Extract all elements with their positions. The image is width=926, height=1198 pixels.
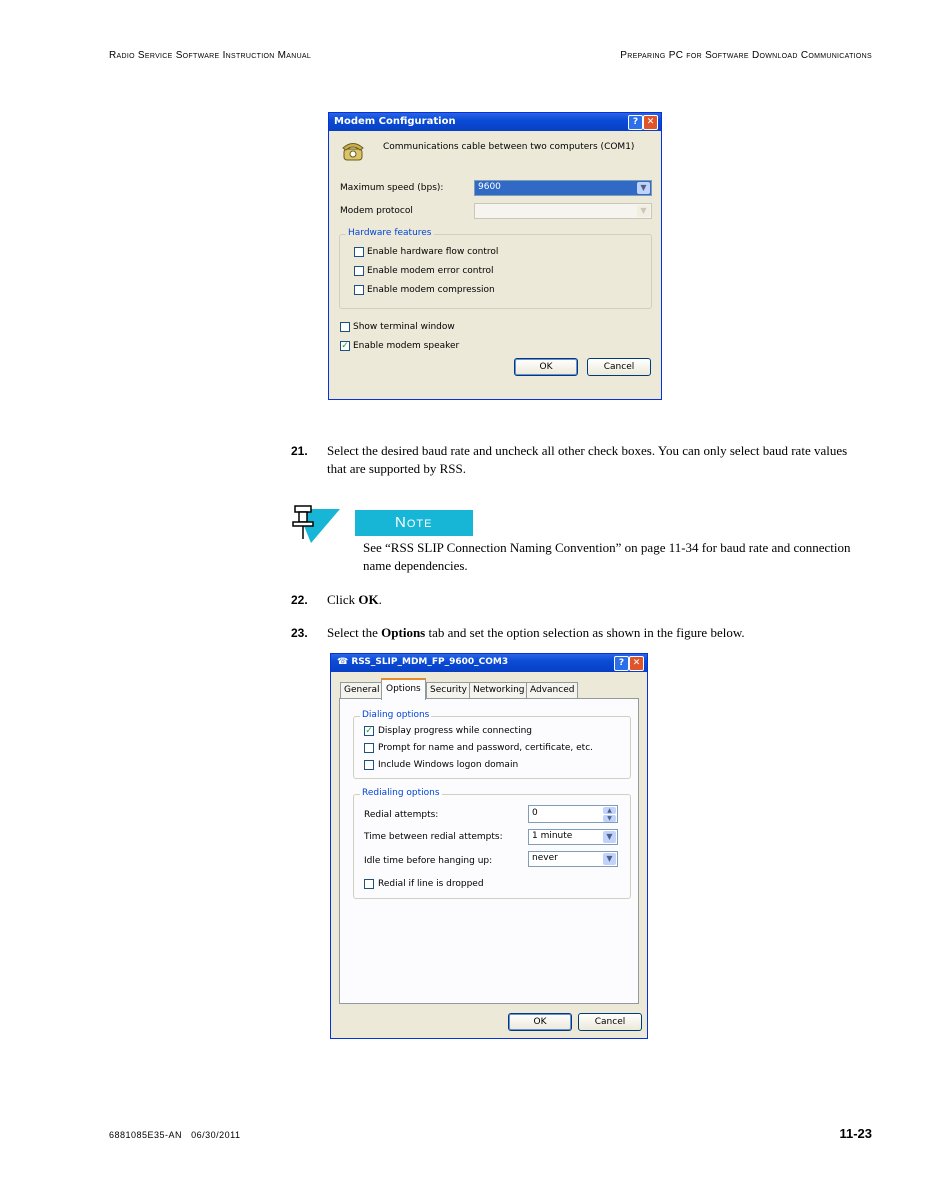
connection-icon: ☎ — [337, 657, 352, 667]
close-icon[interactable]: ✕ — [643, 115, 658, 130]
footer-date: 06/30/2011 — [191, 1130, 241, 1140]
tab-options[interactable]: Options — [381, 678, 426, 700]
chevron-down-icon[interactable]: ▼ — [637, 205, 650, 217]
telephone-icon — [341, 139, 365, 163]
header-left: Radio Service Software Instruction Manual — [109, 50, 312, 61]
hw-flow-label: Enable hardware flow control — [367, 247, 499, 257]
step-23-options: Options — [381, 625, 426, 640]
chevron-down-icon[interactable]: ▼ — [603, 831, 616, 843]
show-terminal-checkbox[interactable] — [340, 322, 350, 332]
note-label: Note — [395, 514, 433, 531]
time-between-value: 1 minute — [532, 831, 573, 841]
time-between-select[interactable] — [528, 829, 618, 845]
header-right: Preparing PC for Software Download Communications — [620, 50, 872, 61]
tab-general[interactable]: General — [340, 682, 383, 699]
hw-compression-checkbox[interactable] — [354, 285, 364, 295]
ok-button[interactable]: OK — [514, 358, 578, 376]
display-progress-label: Display progress while connecting — [378, 726, 533, 736]
help-icon[interactable]: ? — [628, 115, 643, 130]
note-pushpin-icon — [289, 505, 341, 545]
modem-description: Communications cable between two computers (COM1) — [383, 142, 635, 152]
step-23-text-b: tab and set the option selection as shown in the figure below. — [425, 625, 745, 640]
step-21-number: 21. — [291, 444, 308, 458]
idle-time-label: Idle time before hanging up: — [364, 856, 493, 866]
step-22-text: Click — [327, 592, 359, 607]
options-dialog-title: RSS_SLIP_MDM_FP_9600_COM3 — [351, 657, 509, 667]
time-between-label: Time between redial attempts: — [364, 832, 503, 842]
help-icon[interactable]: ? — [614, 656, 629, 671]
note-banner — [355, 510, 473, 536]
prompt-name-label: Prompt for name and password, certificate, etc. — [378, 743, 594, 753]
idle-time-select[interactable] — [528, 851, 618, 867]
spin-down-icon[interactable]: ▼ — [603, 815, 616, 822]
modem-dialog-title: Modem Configuration — [334, 116, 456, 127]
footer-doc-id: 6881085E35-AN — [109, 1130, 183, 1140]
max-speed-value: 9600 — [478, 182, 501, 192]
dialing-options-label: Dialing options — [362, 710, 430, 720]
step-22-period: . — [378, 592, 382, 607]
include-domain-checkbox[interactable] — [364, 760, 374, 770]
redial-dropped-checkbox[interactable] — [364, 879, 374, 889]
enable-speaker-checkbox[interactable]: ✓ — [341, 341, 349, 351]
hardware-features-label: Hardware features — [348, 228, 432, 238]
show-terminal-label: Show terminal window — [353, 322, 455, 332]
page-number: 11-23 — [839, 1126, 872, 1141]
hw-flow-checkbox[interactable] — [354, 247, 364, 257]
hw-error-label: Enable modem error control — [367, 266, 494, 276]
step-22-number: 22. — [291, 593, 308, 607]
prompt-name-checkbox[interactable] — [364, 743, 374, 753]
max-speed-label: Maximum speed (bps): — [340, 183, 444, 193]
footer-doc-info — [109, 1130, 240, 1140]
step-23-text-a: Select the — [327, 625, 382, 640]
step-23 — [291, 624, 871, 644]
tab-networking[interactable]: Networking — [469, 682, 529, 699]
redial-dropped-label: Redial if line is dropped — [378, 879, 484, 889]
step-21-text: Select the desired baud rate and uncheck all other check boxes. You can only select baud rate values that are supported by RSS. — [327, 443, 848, 476]
step-22 — [291, 591, 871, 611]
enable-speaker-label: Enable modem speaker — [353, 341, 460, 351]
cancel-button[interactable]: Cancel — [587, 358, 651, 376]
chevron-down-icon[interactable]: ▼ — [637, 182, 650, 194]
modem-dialog-titlebar[interactable] — [329, 113, 661, 131]
tab-advanced[interactable]: Advanced — [526, 682, 578, 699]
modem-protocol-label: Modem protocol — [340, 206, 413, 216]
spin-up-icon[interactable]: ▲ — [603, 807, 616, 814]
hw-compression-label: Enable modem compression — [367, 285, 495, 295]
include-domain-label: Include Windows logon domain — [378, 760, 519, 770]
close-icon[interactable]: ✕ — [629, 656, 644, 671]
redial-attempts-value: 0 — [532, 808, 538, 818]
hw-error-checkbox[interactable] — [354, 266, 364, 276]
display-progress-checkbox[interactable]: ✓ — [365, 726, 373, 736]
max-speed-select[interactable] — [474, 180, 652, 196]
tab-security[interactable]: Security — [426, 682, 471, 699]
options-dialog-titlebar[interactable] — [331, 654, 647, 672]
note-text: See “RSS SLIP Connection Naming Convention” on page 11-34 for baud rate and connection name dependencies. — [363, 540, 851, 573]
step-21 — [291, 442, 871, 482]
redial-attempts-spinner[interactable] — [528, 805, 618, 823]
step-23-number: 23. — [291, 626, 308, 640]
cancel-button[interactable]: Cancel — [578, 1013, 642, 1031]
chevron-down-icon[interactable]: ▼ — [603, 853, 616, 865]
connection-options-dialog — [330, 653, 648, 1039]
idle-time-value: never — [532, 853, 558, 863]
modem-protocol-select[interactable] — [474, 203, 652, 219]
modem-configuration-dialog — [328, 112, 662, 400]
redial-attempts-label: Redial attempts: — [364, 810, 439, 820]
options-tab-panel — [339, 698, 639, 1004]
ok-button[interactable]: OK — [508, 1013, 572, 1031]
step-22-ok: OK — [358, 592, 379, 607]
redialing-options-label: Redialing options — [362, 788, 440, 798]
